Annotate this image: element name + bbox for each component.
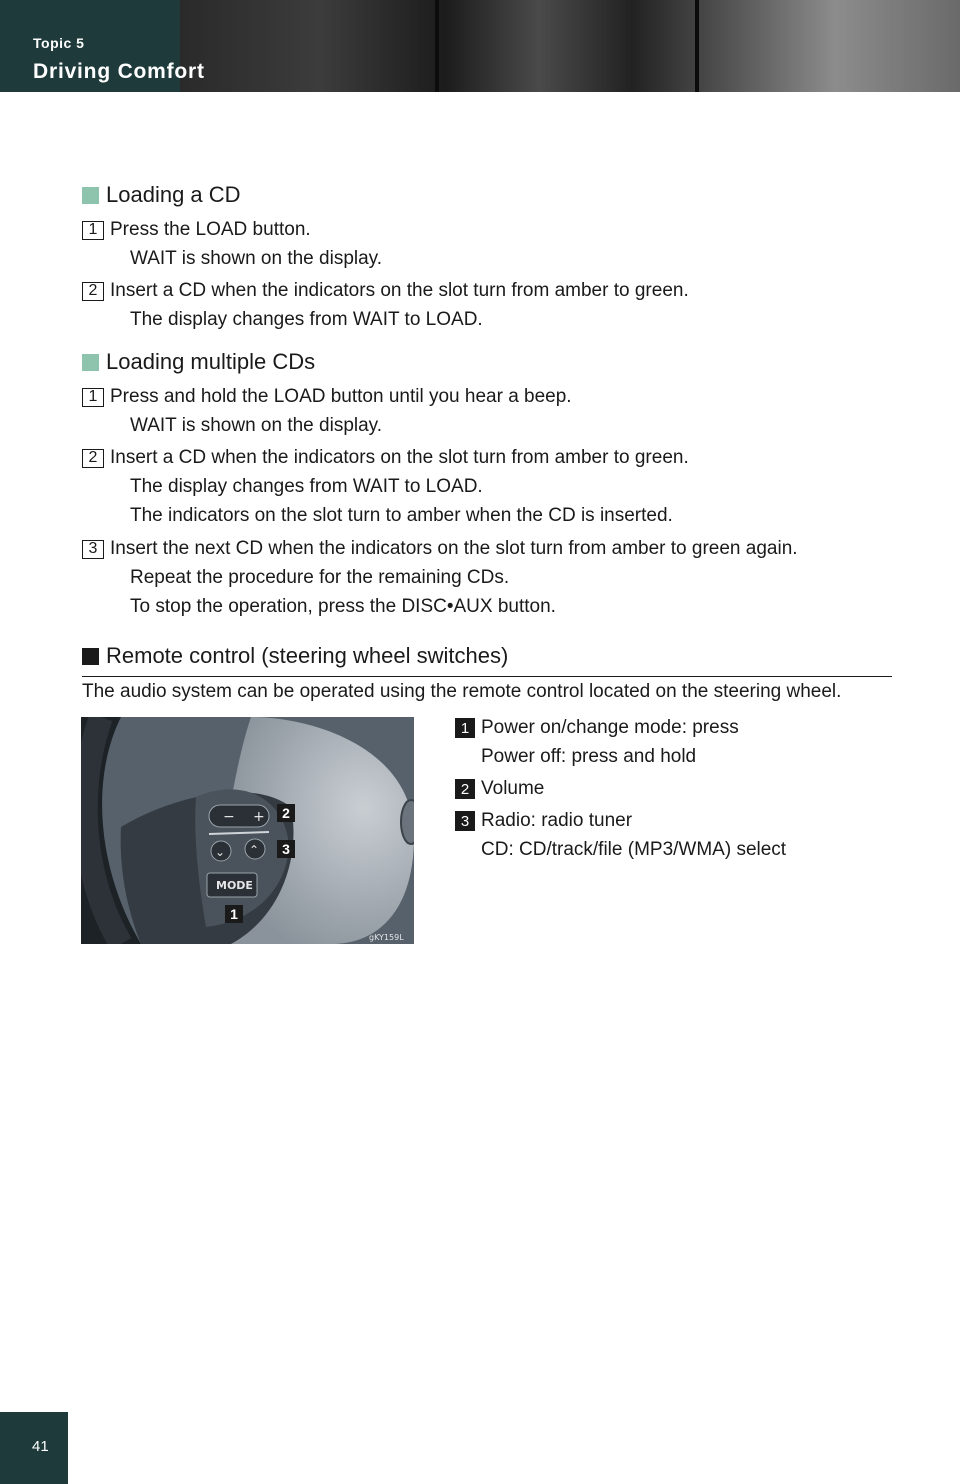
photo-divider [695, 0, 699, 92]
step-number: 2 [82, 449, 104, 468]
step-note: The display changes from WAIT to LOAD. [130, 309, 483, 330]
section-rule [82, 676, 892, 677]
legend-text: CD: CD/track/file (MP3/WMA) select [481, 839, 787, 860]
step-note: WAIT is shown on the display. [130, 415, 383, 436]
step-note: Repeat the procedure for the remaining CDs. [130, 567, 510, 588]
heading-marker [82, 354, 99, 371]
legend-text: Volume [481, 778, 545, 799]
heading-marker [82, 648, 99, 665]
step-item [82, 447, 689, 469]
page-header [0, 0, 960, 92]
callout-3: 3 [277, 840, 295, 858]
step-item [82, 386, 572, 408]
legend-item [455, 810, 632, 832]
topic-label: Topic 5 [33, 35, 85, 51]
intro-paragraph: The audio system can be operated using the remote control located on the steering wheel. [82, 681, 842, 702]
step-number: 1 [82, 388, 104, 407]
legend-number: 2 [455, 779, 475, 799]
step-item [82, 219, 311, 241]
topic-title: Driving Comfort [33, 60, 205, 83]
heading-text: Loading a CD [106, 182, 241, 207]
svg-text:−: − [223, 809, 235, 825]
svg-text:⌃: ⌃ [249, 843, 260, 857]
heading-text: Loading multiple CDs [106, 349, 316, 374]
section-heading-remote-control [82, 643, 508, 669]
step-text: Insert a CD when the indicators on the slot turn from amber to green. [110, 447, 689, 468]
legend-text: Power on/change mode: press [481, 717, 739, 738]
callout-1: 1 [225, 905, 243, 923]
legend-number: 3 [455, 811, 475, 831]
header-photo-strip [180, 0, 960, 92]
image-code: gKY159L [369, 933, 404, 942]
svg-text:⌄: ⌄ [215, 845, 226, 859]
step-item [82, 280, 689, 302]
photo-divider [435, 0, 439, 92]
page-number: 41 [32, 1438, 49, 1455]
step-text: Insert a CD when the indicators on the slot turn from amber to green. [110, 280, 689, 301]
step-number: 1 [82, 221, 104, 240]
callout-2: 2 [277, 804, 295, 822]
legend-text: Power off: press and hold [481, 746, 697, 767]
heading-marker [82, 187, 99, 204]
section-heading-loading-cd [82, 182, 241, 208]
step-note: WAIT is shown on the display. [130, 248, 383, 269]
step-note: The display changes from WAIT to LOAD. [130, 476, 483, 497]
steering-wheel-illustration [81, 717, 414, 944]
step-item [82, 538, 798, 560]
step-note: The indicators on the slot turn to amber when the CD is inserted. [130, 505, 673, 526]
legend-item [455, 717, 739, 739]
section-heading-loading-multiple [82, 349, 315, 375]
legend-text: Radio: radio tuner [481, 810, 633, 831]
step-text: Insert the next CD when the indicators on the slot turn from amber to green again. [110, 538, 798, 559]
heading-text: Remote control (steering wheel switches) [106, 643, 509, 668]
legend-item [455, 778, 544, 800]
svg-text:+: + [253, 809, 265, 825]
step-number: 3 [82, 540, 104, 559]
step-note: To stop the operation, press the DISC•AUX button. [130, 596, 556, 617]
legend-number: 1 [455, 718, 475, 738]
steering-wheel-image [81, 717, 414, 944]
mode-button-label: MODE [216, 879, 253, 892]
step-text: Press and hold the LOAD button until you hear a beep. [110, 386, 572, 407]
step-number: 2 [82, 282, 104, 301]
step-text: Press the LOAD button. [110, 219, 311, 240]
